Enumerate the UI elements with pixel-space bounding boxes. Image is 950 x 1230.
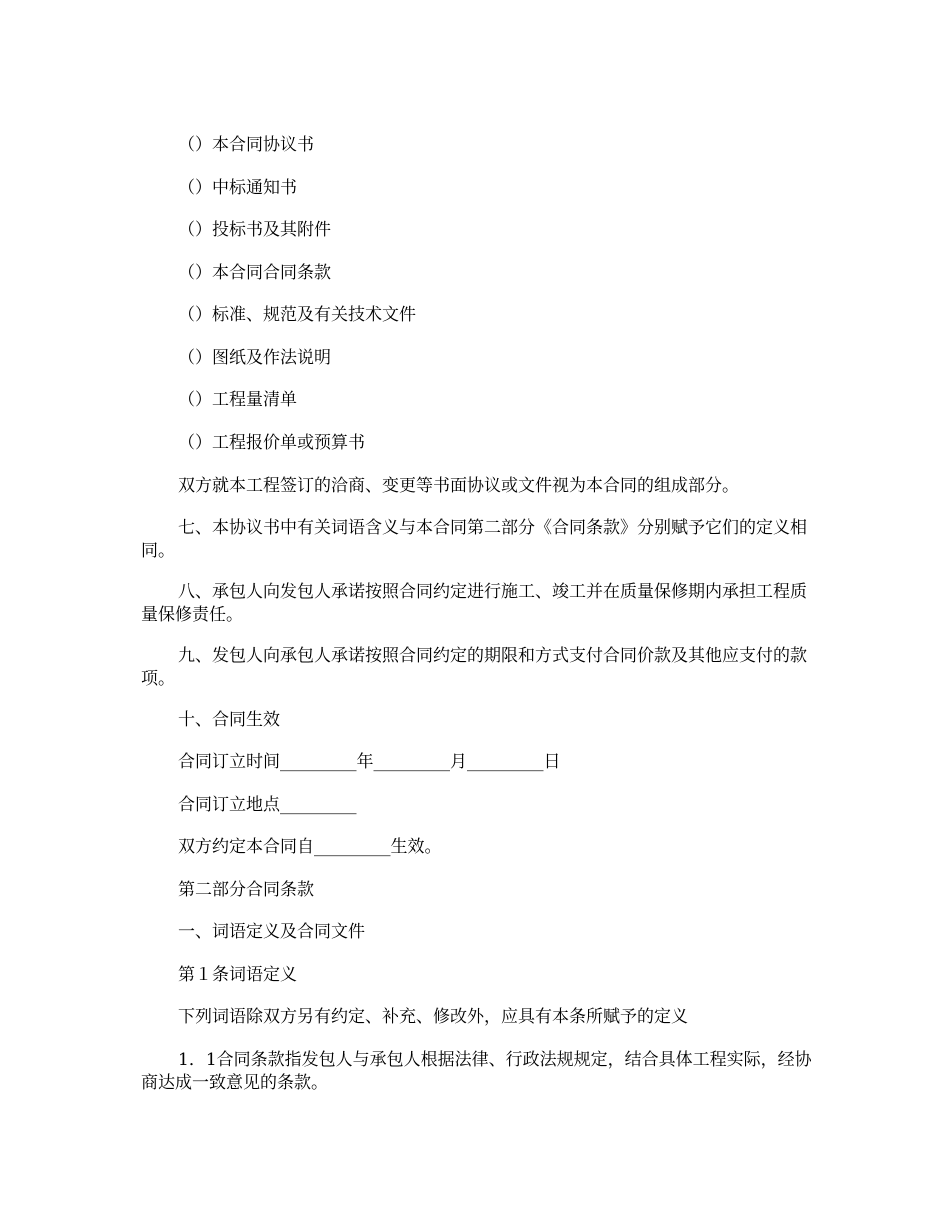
- checklist-item-contract-agreement: （）本合同协议书: [178, 135, 314, 155]
- section-1-title: 一、词语定义及合同文件: [178, 922, 365, 942]
- checklist-item-drawings: （）图纸及作法说明: [178, 348, 331, 368]
- article-1-intro: 下列词语除双方另有约定、补充、修改外，应具有本条所赋予的定义: [178, 1007, 688, 1027]
- paragraph-supplementary-documents: 双方就本工程签订的洽商、变更等书面协议或文件视为本合同的组成部分。: [178, 476, 739, 496]
- paragraph-9-employer-commitment: 九、发包人向承包人承诺按照合同约定的期限和方式支付合同价款及其他应支付的款项。: [141, 646, 807, 689]
- paragraph-8-contractor-commitment: 八、承包人向发包人承诺按照合同约定进行施工、竣工并在质量保修期内承担工程质量保修责任。: [141, 582, 807, 625]
- effective-date-line: 双方约定本合同自_________生效。: [178, 837, 442, 857]
- paragraph-7-definitions: 七、本协议书中有关词语含义与本合同第二部分《合同条款》分别赋予它们的定义相同。: [141, 518, 807, 561]
- article-1-title: 第１条词语定义: [178, 965, 297, 985]
- checklist-item-bill-of-quantities: （）工程量清单: [178, 390, 297, 410]
- signing-place-line: 合同订立地点_________: [178, 795, 357, 815]
- paragraph-10-title: 十、合同生效: [178, 710, 280, 730]
- checklist-item-tender-and-attachments: （）投标书及其附件: [178, 220, 331, 240]
- signing-time-line: 合同订立时间_________年_________月_________日: [178, 752, 561, 772]
- checklist-item-bid-award-notice: （）中标通知书: [178, 178, 297, 198]
- part-2-title: 第二部分合同条款: [178, 880, 314, 900]
- checklist-item-contract-terms: （）本合同合同条款: [178, 263, 331, 283]
- clause-1-1: 1．1合同条款指发包人与承包人根据法律、行政法规规定，结合具体工程实际，经协商达成一致意见的条款。: [141, 1050, 812, 1093]
- checklist-item-quotation-or-budget: （）工程报价单或预算书: [178, 433, 365, 453]
- checklist-item-standards-specs: （）标准、规范及有关技术文件: [178, 305, 416, 325]
